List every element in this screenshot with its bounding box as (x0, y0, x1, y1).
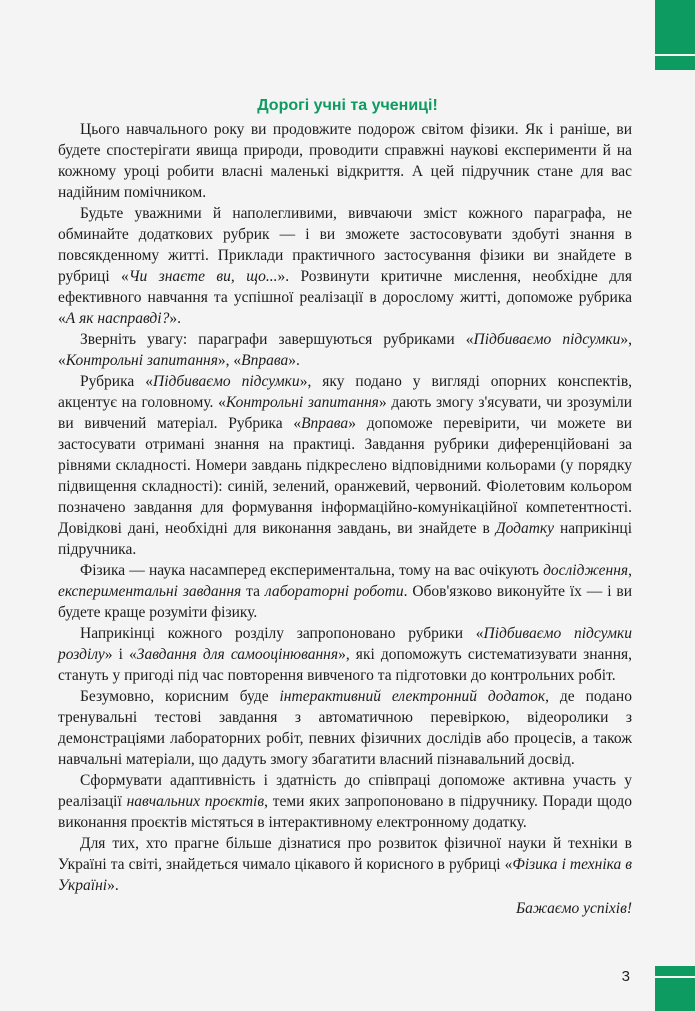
appendix-ref: Додатку (495, 520, 555, 537)
paragraph-8: Сформувати адаптивність і здатність до співпраці допоможе активна участь у реалізації навчальних проєктів, теми яких запропоновано в підручнику. Поради щодо виконання проєктів містяться в інтерактивному електронному додатку. (58, 772, 632, 831)
rubric-name: Завдання для самооцінювання (136, 646, 339, 663)
rubric-name: Фізика і техніка в Україні (58, 856, 633, 894)
term: експериментальні завдання (58, 583, 242, 600)
paragraph-6: Наприкінці кожного розділу запропоновано рубрики «Підбиваємо підсумки розділу» і «Завдання для самооцінювання», які допоможуть систематизувати знання, стануть у пригоді під час повторення вивченого та підготовки до контрольних робіт. (58, 625, 633, 684)
page-title: Дорогі учні та учениці! (257, 96, 438, 114)
closing-wish: Бажаємо успіхів! (515, 900, 632, 917)
paragraph-2: Будьте уважними й наполегливими, вивчаючи зміст кожного параграфа, не обминайте додаткових рубрик — і ви зможете застосовувати здобуті знання в повсякденному житті. Приклади практичного застосування фізики ви знайдете в рубриці «Чи знаєте ви, що...». Розвинути критичне мислення, необхідне для ефективного навчання та успішної реалізації в дорослому житті, допоможе рубрика «А як насправді?». (58, 205, 632, 327)
rubric-name: Вправа (301, 415, 349, 432)
rubric-name: Підбиваємо підсумки розділу (58, 625, 632, 663)
page-number: 3 (621, 968, 630, 985)
paragraph-5: Фізика — наука насамперед експериментальна, тому на вас очікують дослідження, експериментальні завдання та лабораторні роботи. Обов'язково виконуйте їх — і ви будете краще розуміти фізику. (58, 562, 633, 621)
term: лабораторні роботи (264, 583, 404, 600)
rubric-name: Контрольні запитання (65, 352, 218, 369)
rubric-name: Підбиваємо підсумки (473, 331, 621, 348)
chapter-tab-top (655, 0, 695, 70)
rubric-name: Підбиваємо підсумки (153, 373, 300, 390)
paragraph-3: Зверніть увагу: параграфи завершуються рубриками «Підбиваємо підсумки», «Контрольні запитання», «Вправа». (58, 331, 632, 369)
rubric-name: Вправа (241, 352, 289, 369)
term: інтерактивний електронний додаток (279, 688, 546, 705)
body-text (58, 119, 632, 919)
term: навчальних проєктів (126, 793, 265, 810)
paragraph-1: Цього навчального року ви продовжите подорож світом фізики. Як і раніше, ви будете спостерігати явища природи, проводити справжні наукові експерименти й на кожному уроці робити власні маленькі відкриття. А цей підручник стане для вас надійним помічником. (58, 121, 632, 201)
rubric-name: Чи знаєте ви, що... (128, 268, 278, 285)
paragraph-7: Безумовно, корисним буде інтерактивний електронний додаток, де подано тренувальні тестові завдання з автоматичною перевіркою, відеоролики з демонстраціями лабораторних робіт, певних фізичних дослідів або процесів, а також навчальні матеріали, що дадуть змогу збагатити власний пізнавальний досвід. (58, 688, 632, 768)
rubric-name: А як насправді? (65, 310, 170, 327)
paragraph-9: Для тих, хто прагне більше дізнатися про розвиток фізичної науки й техніки в Україні та світі, знайдеться чимало цікавого й корисного в рубриці «Фізика і техніка в Україні». (58, 835, 633, 894)
paragraph-4: Рубрика «Підбиваємо підсумки», яку подано у вигляді опорних конспектів, акцентує на головному. «Контрольні запитання» дають змогу з'ясувати, чи зрозуміли ви вивчений матеріал. Рубрика «Вправа» допоможе перевірити, чи можете ви застосувати отримані знання на практиці. Завдання рубрики диференційовані за рівнями складності. Номери завдань підкреслено відповідними кольорами (у порядку підвищення складності): синій, зелений, оранжевий, червоний. Фіолетовим кольором позначено завдання для формування інформаційно-комунікаційної компетентності. Довідкові дані, необхідні для виконання завдань, ви знайдете в Додатку наприкінці підручника. (58, 373, 633, 558)
rubric-name: Контрольні запитання (225, 394, 379, 411)
term: дослідження (543, 562, 629, 579)
chapter-tab-bottom (655, 966, 695, 1011)
